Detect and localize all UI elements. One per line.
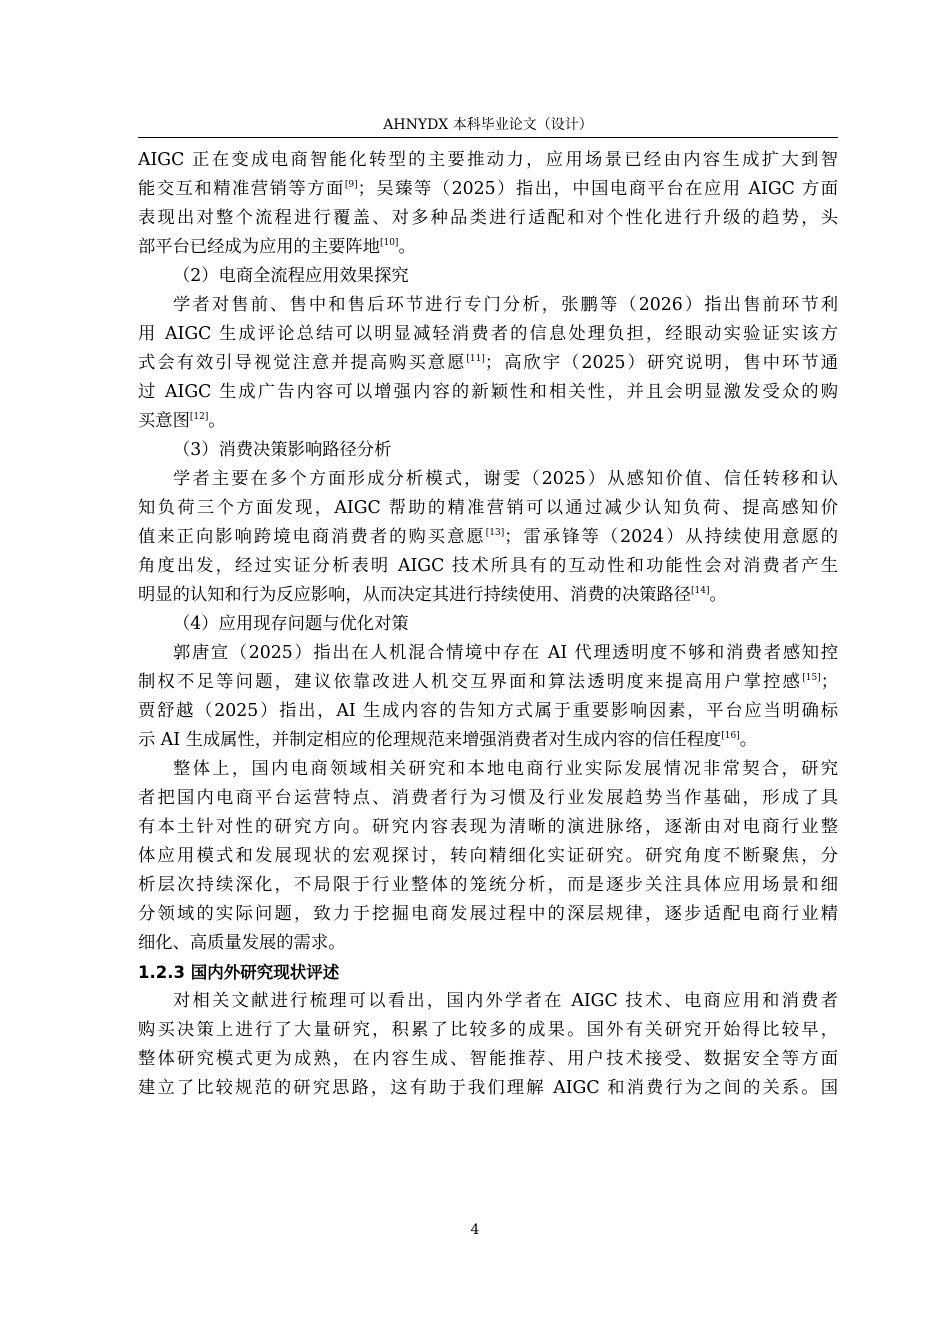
text-line: 建立了比较规范的研究思路，这有助于我们理解 AIGC 和消费行为之间的关系。国 <box>138 1078 838 1098</box>
text-line: 析层次持续深化，不局限于行业整体的笼统分析，而是逐步关注具体应用场景和细 <box>138 875 838 895</box>
text-line: 贾舒越（2025）指出，AI 生成内容的告知方式属于重要影响因素，平台应当明确标 <box>138 701 838 721</box>
text-line: 角度出发，经过实证分析表明 AIGC 技术所具有的互动性和功能性会对消费者产生 <box>138 556 838 576</box>
section-heading: 1.2.3 国内外研究现状评述 <box>138 963 340 982</box>
text-line: 过 AIGC 生成广告内容可以增强内容的新颖性和相关性，并且会明显激发受众的购 <box>138 382 838 402</box>
text-line: 知负荷三个方面发现，AIGC 帮助的精准营销可以通过减少认知负荷、提高感知价 <box>138 498 838 518</box>
text-line: 整体研究模式更为成熟，在内容生成、智能推荐、用户技术接受、数据安全等方面 <box>138 1049 838 1069</box>
text-line: 细化、高质量发展的需求。 <box>138 933 346 953</box>
text-line: 制权不足等问题，建议依靠改进人机交互界面和算法透明度来提高用户掌控感[15]； <box>138 672 838 692</box>
text-line: 分领域的实际问题，致力于挖掘电商发展过程中的深层规律，逐步适配电商行业精 <box>138 904 838 924</box>
text-line: 明显的认知和行为反应影响，从而决定其进行持续使用、消费的决策路径[14]。 <box>138 585 727 605</box>
text-line: 买意图[12]。 <box>138 411 226 431</box>
text-line: 表现出对整个流程进行覆盖、对多种品类进行适配和对个性化进行升级的趋势，头 <box>138 208 838 228</box>
text-line: 者把国内电商平台运营特点、消费者行为习惯及行业发展趋势当作基础，形成了具 <box>138 788 838 808</box>
text-line: 学者主要在多个方面形成分析模式，谢雯（2025）从感知价值、信任转移和认 <box>173 469 838 489</box>
citation: [9] <box>344 180 358 190</box>
citation: [14] <box>691 586 710 596</box>
text-line: 体应用模式和发展现状的宏观探讨，转向精细化实证研究。研究角度不断聚焦，分 <box>138 846 838 866</box>
text-line: 式会有效引导视觉注意并提高购买意愿[11]；高欣宇（2025）研究说明，售中环节通 <box>138 353 838 373</box>
text-line: 部平台已经成为应用的主要阵地[10]。 <box>138 237 416 257</box>
citation: [10] <box>379 238 399 248</box>
text-line: 郭唐宣（2025）指出在人机混合情境中存在 AI 代理透明度不够和消费者感知控 <box>173 643 838 663</box>
citation: [16] <box>721 731 740 741</box>
text-line: 示 AI 生成属性，并制定相应的伦理规范来增强消费者对生成内容的信任程度[16]。 <box>138 730 758 750</box>
citation: [13] <box>485 528 505 538</box>
text-line: AIGC 正在变成电商智能化转型的主要推动力，应用场景已经由内容生成扩大到智 <box>138 150 838 170</box>
text-line: 对相关文献进行梳理可以看出，国内外学者在 AIGC 技术、电商应用和消费者 <box>173 991 838 1011</box>
citation: [11] <box>466 354 485 364</box>
subheading: （3）消费决策影响路径分析 <box>173 440 392 460</box>
header-rule <box>138 137 838 138</box>
text-line: 有本土针对性的研究方向。研究内容表现为清晰的演进脉络，逐渐由对电商行业整 <box>138 817 838 837</box>
text-line: 用 AIGC 生成评论总结可以明显减轻消费者的信息处理负担，经眼动实验证实该方 <box>138 324 838 344</box>
text-line: 值来正向影响跨境电商消费者的购买意愿[13]；雷承锋等（2024）从持续使用意愿的 <box>138 527 838 547</box>
text-line: 购买决策上进行了大量研究，积累了比较多的成果。国外有关研究开始得比较早， <box>138 1020 838 1040</box>
page-number: 4 <box>470 1222 480 1238</box>
text-line: 学者对售前、售中和售后环节进行专门分析，张鹏等（2026）指出售前环节利 <box>173 295 838 315</box>
citation: [15] <box>802 673 821 683</box>
text-line: 整体上，国内电商领域相关研究和本地电商行业实际发展情况非常契合，研究 <box>173 759 838 779</box>
running-header: AHNYDX 本科毕业论文（设计） <box>383 117 593 133</box>
subheading: （4）应用现存问题与优化对策 <box>173 614 409 634</box>
subheading: （2）电商全流程应用效果探究 <box>173 266 409 286</box>
text-line: 能交互和精准营销等方面[9]；吴臻等（2025）指出，中国电商平台在应用 AIGC 方面 <box>138 179 838 199</box>
document-body <box>138 146 838 1103</box>
citation: [12] <box>189 412 209 422</box>
